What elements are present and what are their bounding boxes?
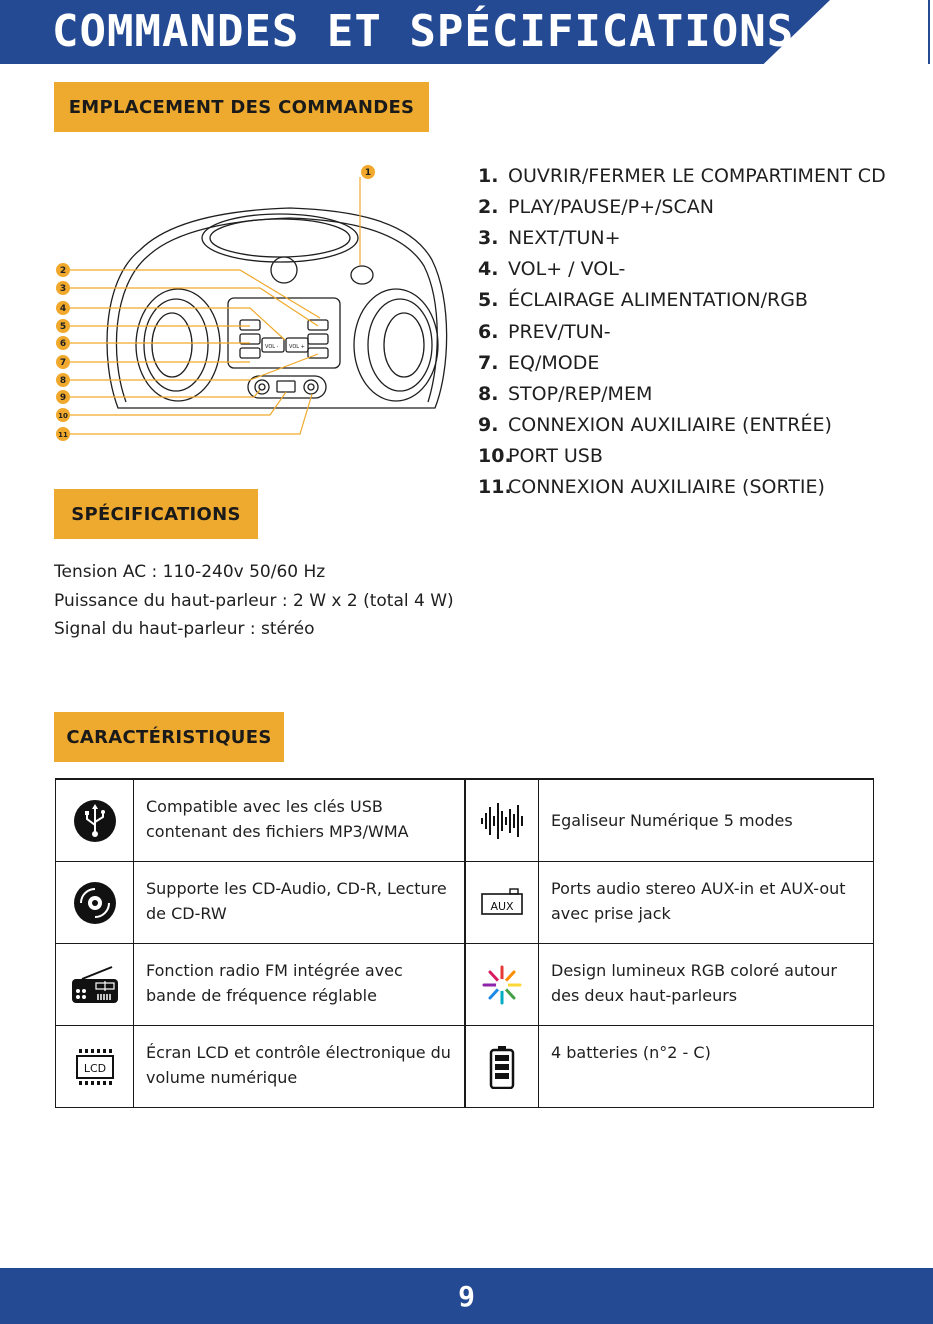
aux-icon-label: AUX (490, 899, 514, 913)
feature-text: Egaliseur Numérique 5 modes (539, 779, 874, 862)
lcd-icon (75, 1048, 115, 1086)
spec-voltage: Tension AC : 110-240v 50/60 Hz (54, 562, 326, 582)
control-item (478, 254, 886, 285)
callout-2-label: 2 (59, 266, 67, 276)
callout-5-label: 5 (59, 322, 67, 332)
feature-text: Écran LCD et contrôle électronique du volume numérique (134, 1026, 465, 1108)
controls-section-tag: EMPLACEMENT DES COMMANDES (54, 82, 429, 132)
specs-section-tag: SPÉCIFICATIONS (54, 489, 258, 539)
callout-7-label: 7 (59, 358, 67, 368)
radio-icon (70, 965, 120, 1005)
features-row (56, 944, 874, 1026)
control-label: EQ/MODE (508, 351, 600, 374)
control-item (478, 285, 886, 316)
callout-1-label: 1 (364, 168, 372, 178)
cd-icon (73, 881, 117, 925)
callout-3-label: 3 (59, 284, 67, 294)
header-stripe (928, 0, 930, 64)
features-row (56, 1026, 874, 1108)
control-number: 8. (478, 382, 499, 405)
feature-icon-cell (465, 862, 539, 944)
feature-icon-cell (56, 1026, 134, 1108)
control-label: OUVRIR/FERMER LE COMPARTIMENT CD (508, 164, 886, 187)
control-number: 5. (478, 289, 499, 312)
control-number: 7. (478, 351, 499, 374)
controls-list (478, 160, 886, 503)
control-label: NEXT/TUN+ (508, 226, 621, 249)
spec-power: Puissance du haut-parleur : 2 W x 2 (total 4 W) (54, 590, 454, 611)
feature-icon-cell (56, 944, 134, 1026)
equalizer-icon (480, 801, 524, 841)
control-number: 6. (478, 320, 499, 343)
control-item (478, 378, 886, 409)
feature-text: Ports audio stereo AUX-in et AUX-out avec prise jack (539, 862, 874, 944)
control-label: STOP/REP/MEM (508, 382, 653, 405)
control-item (478, 316, 886, 347)
page-number: 9 (458, 1279, 475, 1313)
callout-6-label: 6 (59, 339, 67, 349)
callout-11-label: 11 (58, 431, 68, 439)
control-item (478, 472, 886, 503)
control-item (478, 160, 886, 191)
control-label: VOL+ / VOL- (508, 258, 626, 281)
feature-text: Supporte les CD-Audio, CD-R, Lecture de CD-RW (134, 862, 465, 944)
callout-8-label: 8 (59, 376, 67, 386)
control-number: 4. (478, 258, 499, 281)
feature-text: Compatible avec les clés USB contenant des fichiers MP3/WMA (134, 779, 465, 862)
feature-icon-cell (465, 944, 539, 1026)
control-label: PORT USB (508, 445, 603, 468)
feature-icon-cell (56, 862, 134, 944)
control-number: 1. (478, 164, 499, 187)
control-label: ÉCLAIRAGE ALIMENTATION/RGB (508, 289, 808, 312)
control-number: 11. (478, 476, 512, 499)
usb-icon (73, 799, 117, 843)
battery-icon (489, 1045, 515, 1089)
vol-minus-label: VOL - (265, 344, 279, 350)
feature-text: Design lumineux RGB coloré autour des deux haut-parleurs (539, 944, 874, 1026)
rgb-light-icon (480, 963, 524, 1007)
page-title: COMMANDES ET SPÉCIFICATIONS (52, 6, 795, 57)
callout-10-label: 10 (58, 412, 68, 420)
control-number: 2. (478, 195, 499, 218)
control-item (478, 441, 886, 472)
control-label: CONNEXION AUXILIAIRE (SORTIE) (508, 476, 825, 499)
control-item (478, 191, 886, 222)
feature-icon-cell (465, 1026, 539, 1108)
feature-icon-cell (465, 779, 539, 862)
control-number: 9. (478, 414, 499, 437)
spec-signal: Signal du haut-parleur : stéréo (54, 619, 315, 639)
features-row (56, 779, 874, 862)
control-number: 3. (478, 226, 499, 249)
callout-4-label: 4 (59, 304, 67, 314)
boombox-diagram (40, 150, 460, 460)
callout-9-label: 9 (59, 393, 67, 403)
vol-plus-label: VOL + (289, 344, 305, 350)
specs-list (54, 558, 454, 644)
feature-icon-cell (56, 779, 134, 862)
feature-text: Fonction radio FM intégrée avec bande de fréquence réglable (134, 944, 465, 1026)
aux-icon (480, 888, 524, 918)
control-item (478, 347, 886, 378)
lcd-icon-label: LCD (83, 1061, 106, 1075)
features-section-tag: CARACTÉRISTIQUES (54, 712, 284, 762)
feature-text: 4 batteries (n°2 - C) (539, 1026, 874, 1108)
control-item (478, 410, 886, 441)
features-table (55, 778, 874, 1108)
control-label: PREV/TUN- (508, 320, 611, 343)
control-item (478, 222, 886, 253)
control-label: PLAY/PAUSE/P+/SCAN (508, 195, 714, 218)
features-row (56, 862, 874, 944)
control-label: CONNEXION AUXILIAIRE (ENTRÉE) (508, 414, 832, 437)
control-number: 10. (478, 445, 512, 468)
